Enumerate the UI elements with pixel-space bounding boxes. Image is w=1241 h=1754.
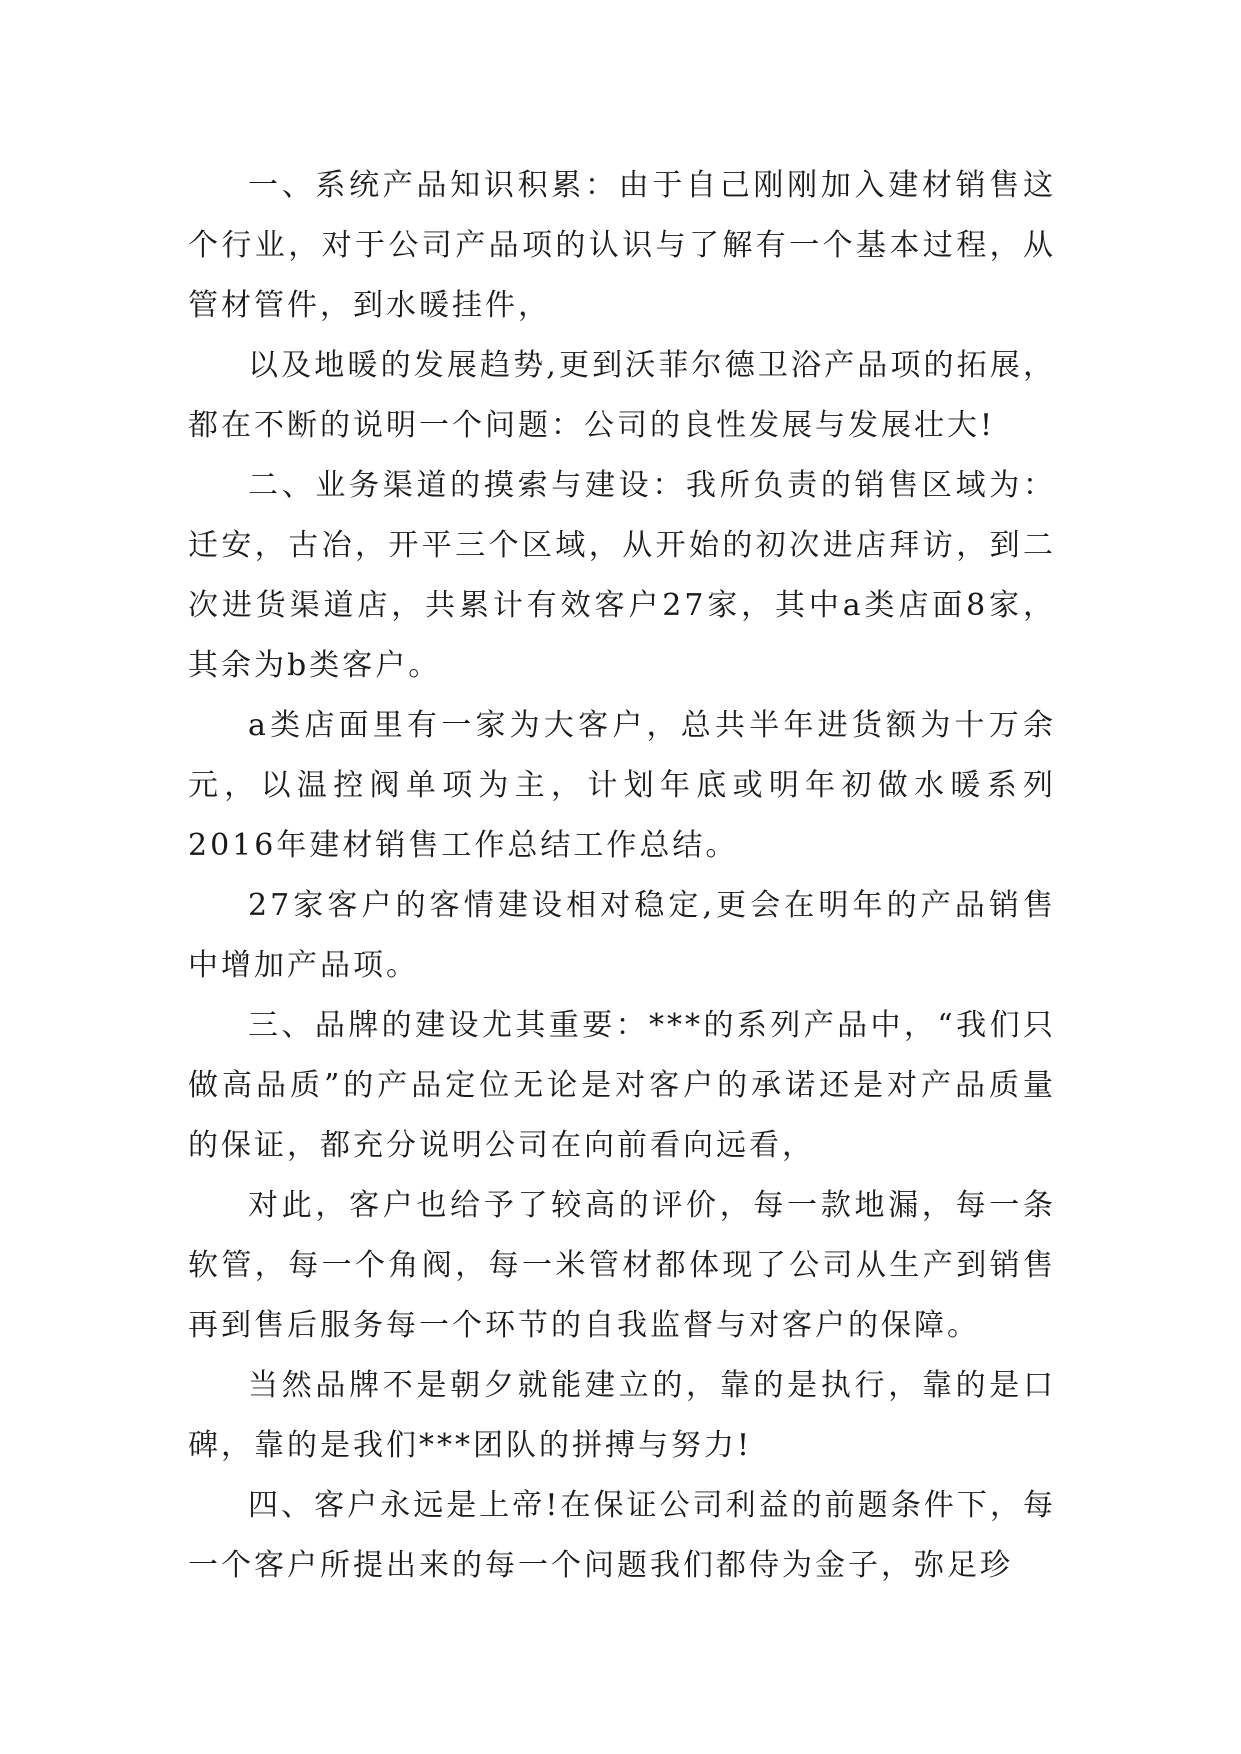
document-body (188, 156, 1056, 1596)
paragraph-brand-building: 三、品牌的建设尤其重要：***的系列产品中，“我们只做高品质”的产品定位无论是对客户的承诺还是对产品质量的保证，都充分说明公司在向前看向远看， (188, 1008, 1056, 1163)
paragraph-customer-first: 四、客户永远是上帝!在保证公司利益的前题条件下，每一个客户所提出来的每一个问题我们都侍为金子，弥足珍 (188, 1488, 1056, 1583)
paragraph-brand-execution: 当然品牌不是朝夕就能建立的，靠的是执行，靠的是口碑，靠的是我们***团队的拼搏与努力! (188, 1368, 1056, 1463)
paragraph-floor-heating-trend: 以及地暖的发展趋势,更到沃菲尔德卫浴产品项的拓展，都在不断的说明一个问题：公司的良性发展与发展壮大! (188, 348, 1056, 443)
paragraph-customer-relations: 27家客户的客情建设相对稳定,更会在明年的产品销售中增加产品项。 (188, 888, 1056, 983)
paragraph-product-knowledge: 一、系统产品知识积累：由于自己刚刚加入建材销售这个行业，对于公司产品项的认识与了解有一个基本过程，从管材管件，到水暖挂件， (188, 168, 1056, 323)
paragraph-sales-channels: 二、业务渠道的摸索与建设：我所负责的销售区域为：迁安，古冶，开平三个区域，从开始的初次进店拜访，到二次进货渠道店，共累计有效客户27家，其中a类店面8家，其余为b类客户。 (188, 468, 1056, 683)
paragraph-customer-feedback: 对此，客户也给予了较高的评价，每一款地漏，每一条软管，每一个角阀，每一米管材都体现了公司从生产到销售再到售后服务每一个环节的自我监督与对客户的保障。 (188, 1188, 1056, 1343)
paragraph-major-customer: a类店面里有一家为大客户，总共半年进货额为十万余元，以温控阀单项为主，计划年底或明年初做水暖系列2016年建材销售工作总结工作总结。 (188, 708, 1056, 863)
